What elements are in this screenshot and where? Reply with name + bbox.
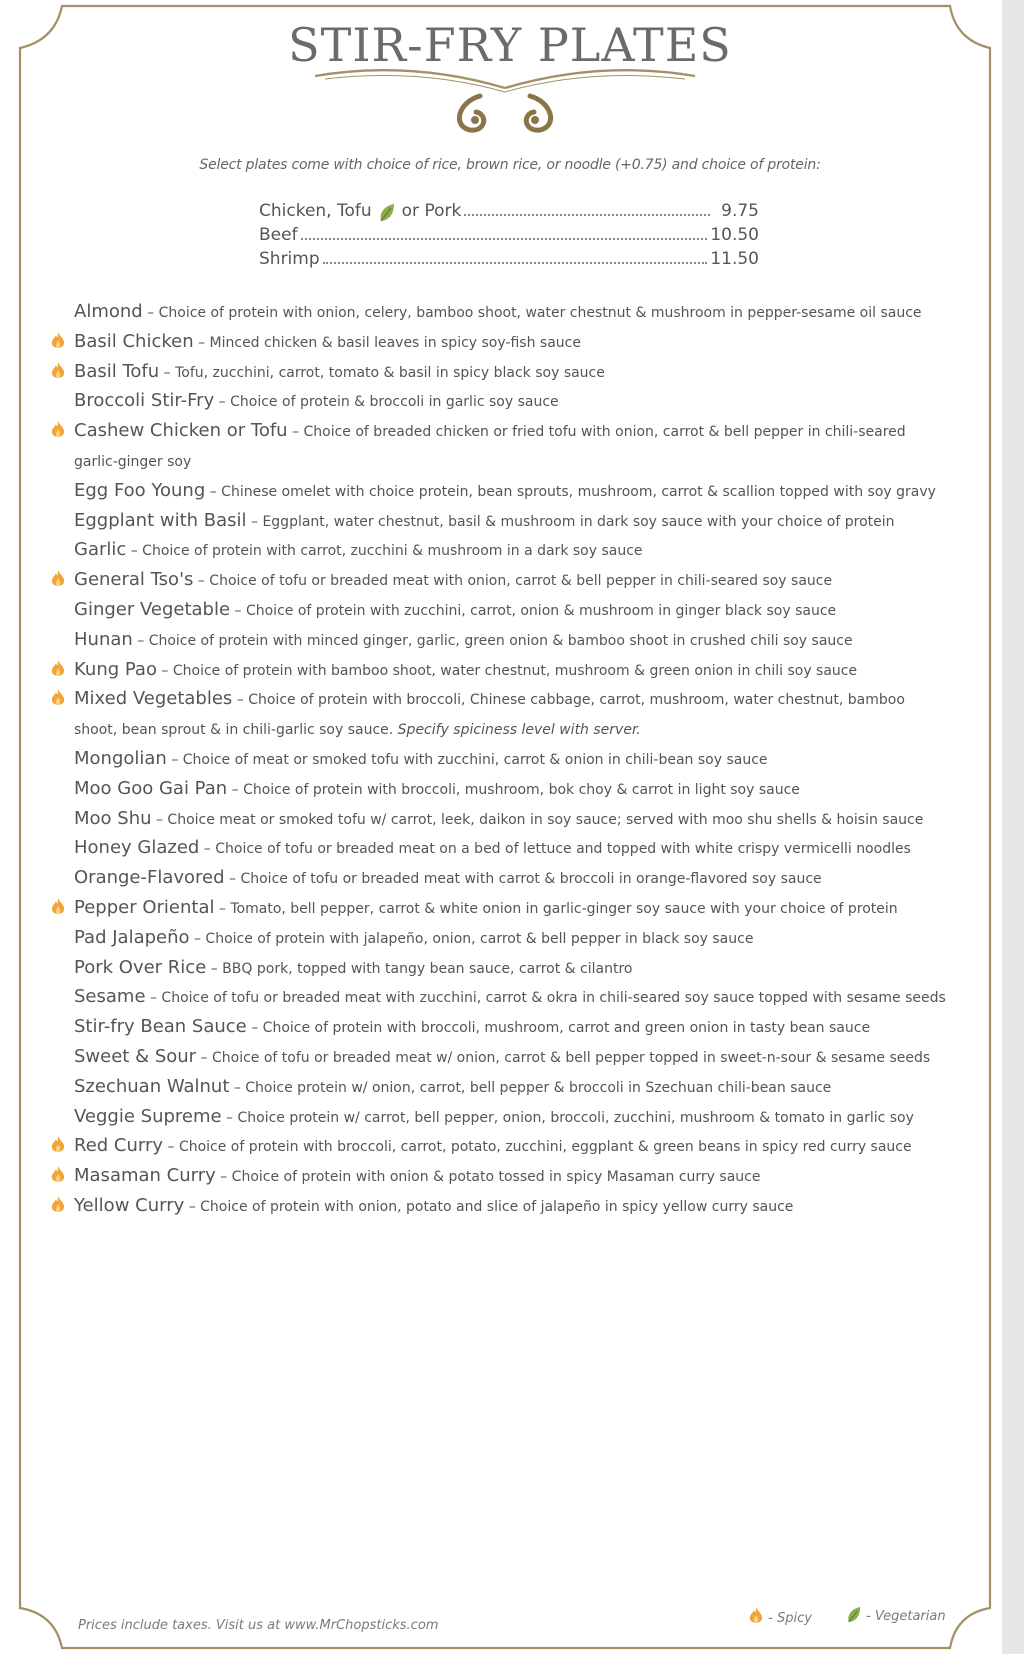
menu-item (74, 506, 974, 538)
menu-item (74, 982, 974, 1014)
flame-icon (50, 420, 66, 440)
item-name: Almond (74, 301, 143, 322)
item-name: Red Curry (74, 1135, 164, 1157)
item-description: – Choice of protein with onion, potato and slice of jalapeño in spicy yellow curry sauce (184, 1199, 794, 1215)
item-description: – Choice of tofu or breaded meat w/ onion, carrot & bell pepper topped in sweet-n-sour & sesame seeds (196, 1050, 931, 1066)
price-label: or Pork (401, 201, 462, 221)
menu-item (74, 595, 974, 627)
item-description: – Choice of protein with carrot, zucchini & mushroom in a dark soy sauce (126, 543, 643, 560)
menu-item (74, 297, 974, 329)
item-description: – Choice of tofu or breaded meat with zucchini, carrot & okra in chili-seared soy sauce topped with sesame seeds (145, 990, 946, 1007)
item-description: – Choice protein w/ onion, carrot, bell pepper & broccoli in Szechuan chili-bean sauce (229, 1079, 832, 1096)
leaf-icon (378, 203, 396, 223)
menu-title: STIR-FRY PLATES (288, 18, 732, 72)
leaf-icon (846, 1606, 862, 1624)
menu-item (74, 1191, 974, 1223)
flame-icon (50, 1165, 66, 1185)
legend-spicy-label: - Spicy (768, 1611, 812, 1626)
item-name: General Tso's (74, 569, 194, 591)
flame-icon (50, 1195, 66, 1215)
item-description: – Chinese omelet with choice protein, bean sprouts, mushroom, carrot & scallion topped with soy gravy (205, 483, 936, 500)
menu-item (74, 535, 974, 567)
legend-spicy (748, 1606, 812, 1626)
menu-item (74, 625, 974, 657)
menu-item (74, 476, 974, 508)
flame-icon (50, 361, 66, 381)
menu-item (74, 833, 974, 865)
menu-item (74, 386, 974, 418)
menu-item (74, 416, 974, 478)
flame-icon (748, 1606, 764, 1626)
price-row-beef (259, 225, 759, 249)
item-name: Garlic (74, 539, 127, 561)
menu-item (74, 327, 974, 359)
item-name: Moo Goo Gai Pan (74, 777, 228, 799)
page-edge (1002, 0, 1024, 1654)
item-name: Cashew Chicken or Tofu (74, 420, 288, 442)
item-name: Mongolian (74, 748, 167, 769)
price-row-chicken-tofu-pork (259, 201, 759, 225)
item-description: – Choice of breaded chicken or fried tofu with onion, carrot & bell pepper in chili-seared (287, 424, 906, 441)
item-name: Hunan (74, 628, 133, 650)
item-description: – Minced chicken & basil leaves in spicy soy-fish sauce (193, 334, 581, 351)
swash-ornament-icon (300, 62, 710, 140)
menu-item (74, 804, 974, 836)
price-row-shrimp (259, 249, 759, 273)
item-name: Egg Foo Young (74, 479, 206, 501)
price-label: Beef (259, 225, 298, 245)
menu-item (74, 1042, 974, 1074)
item-description: – Choice of protein with broccoli, mushroom, carrot and green onion in tasty bean sauce (246, 1020, 871, 1037)
item-description: – Choice of tofu or breaded meat on a bed of lettuce and topped with white crispy vermicelli noodles (199, 841, 911, 858)
item-description: – Choice of protein with zucchini, carrot, onion & mushroom in ginger black soy sauce (230, 603, 837, 619)
price-value: 9.75 (721, 201, 759, 221)
item-name: Stir-fry Bean Sauce (74, 1016, 247, 1038)
item-note: Specify spiciness level with server. (397, 722, 641, 739)
item-description: – Choice of protein with onion & potato tossed in spicy Masaman curry sauce (215, 1169, 761, 1186)
menu-item (74, 357, 974, 389)
menu-item (74, 1102, 974, 1134)
menu-item (74, 863, 974, 895)
item-name: Basil Tofu (74, 360, 160, 382)
flame-icon (50, 897, 66, 917)
item-description: – Tomato, bell pepper, carrot & white onion in garlic-ginger soy sauce with your choice of protein (214, 901, 898, 917)
flame-icon (50, 1135, 66, 1155)
item-description: – Eggplant, water chestnut, basil & mushroom in dark soy sauce with your choice of protein (246, 513, 895, 530)
flame-icon (50, 569, 66, 589)
item-description: – Choice of protein & broccoli in garlic soy sauce (214, 394, 559, 411)
flame-icon (50, 331, 66, 351)
menu-item (74, 1161, 974, 1193)
menu-item (74, 953, 974, 985)
price-value: 11.50 (710, 249, 759, 269)
price-label: Chicken, Tofu (259, 201, 372, 221)
item-description: – Tofu, zucchini, carrot, tomato & basil in spicy black soy sauce (159, 364, 605, 381)
item-name: Broccoli Stir-Fry (74, 390, 215, 412)
item-name: Pepper Oriental (74, 897, 215, 918)
price-label: Shrimp (259, 249, 320, 269)
item-name: Honey Glazed (74, 837, 200, 859)
item-description: – Choice of protein with broccoli, mushroom, bok choy & carrot in light soy sauce (227, 781, 800, 798)
legend-vegetarian (846, 1606, 946, 1624)
menu-item (74, 893, 974, 925)
flame-icon (50, 688, 66, 708)
item-name: Orange-Flavored (74, 867, 225, 889)
footer-note: Prices include taxes. Visit us at www.MrChopsticks.com (78, 1618, 439, 1633)
menu-item (74, 1012, 974, 1044)
dot-leader (464, 202, 710, 216)
item-description: – Choice of protein with onion, celery, bamboo shoot, water chestnut & mushroom in pepper-sesame oil sauce (142, 305, 922, 321)
item-name: Ginger Vegetable (74, 599, 231, 620)
dot-leader (323, 250, 708, 264)
item-name: Basil Chicken (74, 330, 194, 352)
item-name: Szechuan Walnut (74, 1075, 230, 1097)
menu-item (74, 1072, 974, 1104)
item-name: Sweet & Sour (74, 1046, 197, 1067)
item-description: – Choice meat or smoked tofu w/ carrot, leek, daikon in soy sauce; served with moo shu shells & hoisin sauce (151, 811, 924, 828)
item-description: – Choice of protein with bamboo shoot, water chestnut, mushroom & green onion in chili soy sauce (156, 662, 858, 679)
dot-leader (301, 226, 708, 240)
item-description: – BBQ pork, topped with tangy bean sauce, carrot & cilantro (206, 960, 633, 977)
item-name: Veggie Supreme (74, 1105, 222, 1127)
item-name: Pork Over Rice (74, 956, 207, 978)
item-description: – Choice of meat or smoked tofu with zucchini, carrot & onion in chili-bean soy sauce (166, 752, 768, 768)
price-value: 10.50 (710, 225, 759, 245)
flame-icon (50, 659, 66, 679)
item-description: – Choice of protein with jalapeño, onion, carrot & bell pepper in black soy sauce (189, 930, 754, 947)
item-description-cont: shoot, bean sprout & in chili-garlic soy sauce. (74, 722, 398, 739)
legend-vegetarian-label: - Vegetarian (866, 1609, 946, 1624)
item-description: – Choice of protein with broccoli, Chinese cabbage, carrot, mushroom, water chestnut, bamboo (232, 692, 905, 709)
item-name: Yellow Curry (74, 1195, 185, 1216)
menu-item (74, 774, 974, 806)
item-description: – Choice of tofu or breaded meat with carrot & broccoli in orange-flavored soy sauce (224, 871, 822, 888)
item-name: Masaman Curry (74, 1165, 216, 1187)
item-name: Moo Shu (74, 807, 152, 829)
item-name: Kung Pao (74, 658, 157, 680)
menu-item (74, 684, 974, 746)
item-description-cont: garlic-ginger soy (74, 453, 192, 470)
menu-item (74, 923, 974, 955)
item-name: Mixed Vegetables (74, 688, 233, 710)
menu-item (74, 1131, 974, 1163)
item-description: – Choice of protein with minced ginger, garlic, green onion & bamboo shoot in crushed chili soy sauce (132, 632, 853, 649)
item-name: Sesame (74, 986, 146, 1008)
item-description: – Choice of protein with broccoli, carrot, potato, zucchini, eggplant & green beans in spicy red curry sauce (163, 1139, 912, 1156)
item-description: – Choice protein w/ carrot, bell pepper, onion, broccoli, zucchini, mushroom & tomato in garlic soy (221, 1109, 914, 1126)
item-name: Eggplant with Basil (74, 509, 247, 531)
menu-item (74, 565, 974, 597)
item-description: – Choice of tofu or breaded meat with onion, carrot & bell pepper in chili-seared soy sauce (193, 573, 833, 590)
menu-item (74, 744, 974, 776)
item-name: Pad Jalapeño (74, 926, 190, 948)
menu-item (74, 655, 974, 687)
menu-subtitle: Select plates come with choice of rice, brown rice, or noodle (+0.75) and choice of protein: (199, 157, 821, 173)
